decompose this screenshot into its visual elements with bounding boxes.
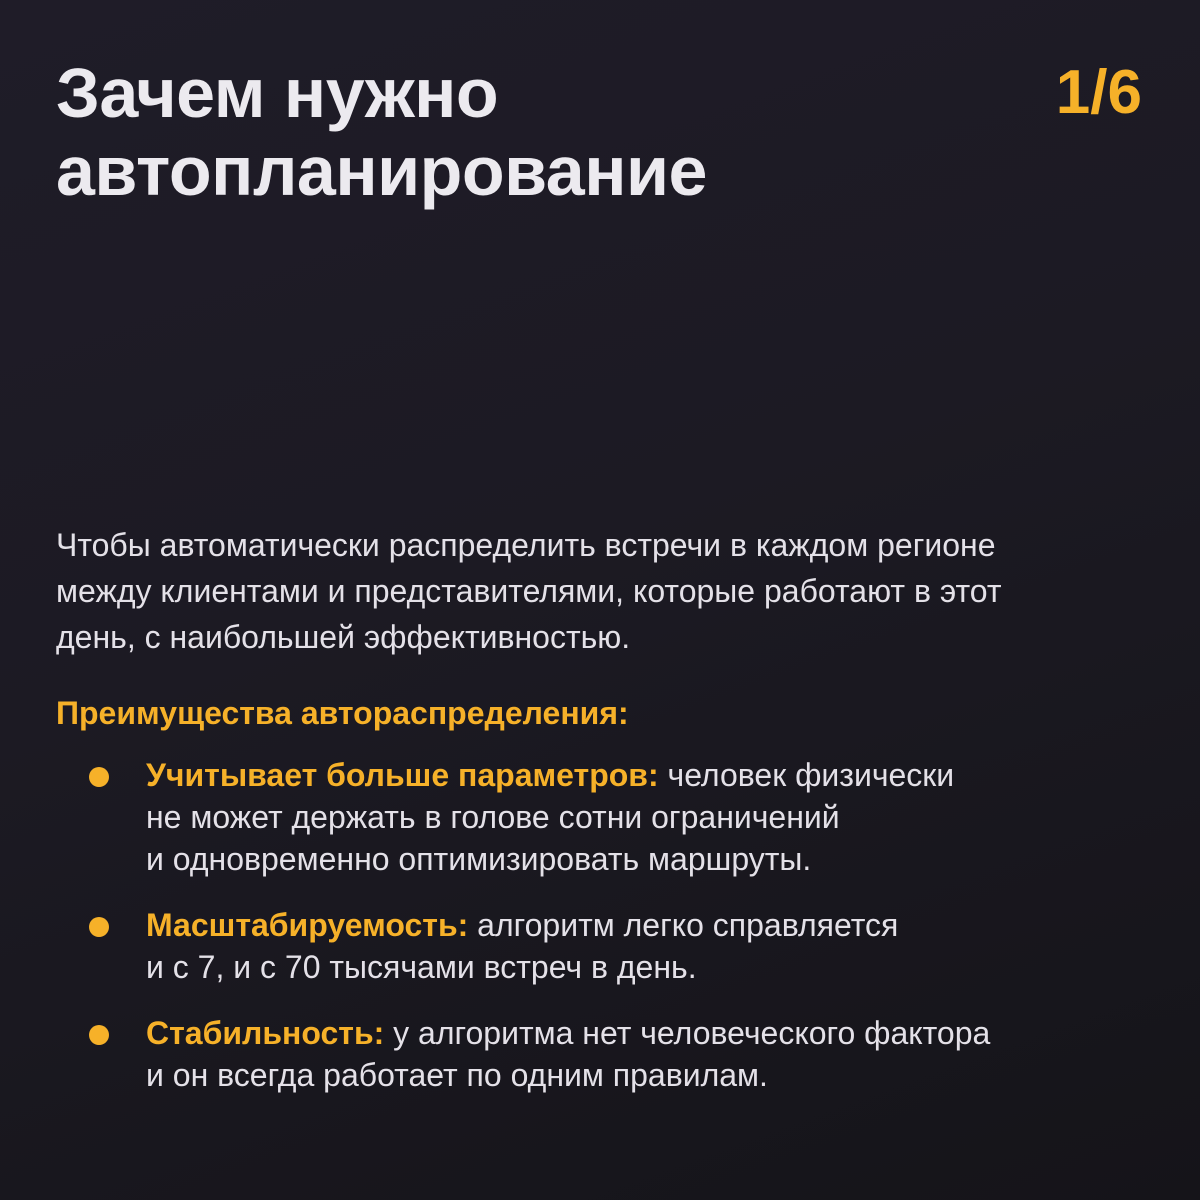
benefit-line: и одновременно оптимизировать маршруты.	[146, 841, 812, 877]
slide-title	[56, 54, 916, 210]
slide-title-line: Зачем нужно	[56, 54, 499, 132]
benefit-text: алгоритм легко справляется	[468, 907, 899, 943]
slide-body	[56, 522, 1146, 1120]
benefits-list	[56, 754, 1146, 1096]
bullet-dot-icon	[89, 767, 109, 787]
benefit-item	[56, 904, 1146, 988]
benefit-first-line	[146, 754, 1146, 796]
intro-paragraph	[56, 522, 1146, 660]
benefit-lead: Учитывает больше параметров:	[146, 757, 659, 793]
benefit-first-line	[146, 1012, 1146, 1054]
benefit-text: человек физически	[658, 757, 955, 793]
benefit-line: и с 7, и с 70 тысячами встреч в день.	[146, 949, 697, 985]
bullet-dot-icon	[89, 1025, 109, 1045]
benefit-line: и он всегда работает по одним правилам.	[146, 1057, 768, 1093]
intro-line: день, с наибольшей эффективностью.	[56, 619, 631, 655]
slide-counter: 1/6	[1055, 58, 1142, 127]
bullet-dot-icon	[89, 917, 109, 937]
benefit-item	[56, 1012, 1146, 1096]
benefit-lead: Стабильность:	[146, 1015, 385, 1051]
benefit-item	[56, 754, 1146, 880]
intro-line: Чтобы автоматически распределить встречи в каждом регионе	[56, 527, 996, 563]
benefit-line: не может держать в голове сотни ограничений	[146, 799, 840, 835]
benefit-lead: Масштабируемость:	[146, 907, 469, 943]
slide-title-line: автопланирование	[56, 132, 707, 210]
benefits-heading: Преимущества автораспределения:	[56, 695, 629, 731]
intro-line: между клиентами и представителями, которые работают в этот	[56, 573, 1002, 609]
benefit-text: у алгоритма нет человеческого фактора	[384, 1015, 991, 1051]
benefit-first-line	[146, 904, 1146, 946]
